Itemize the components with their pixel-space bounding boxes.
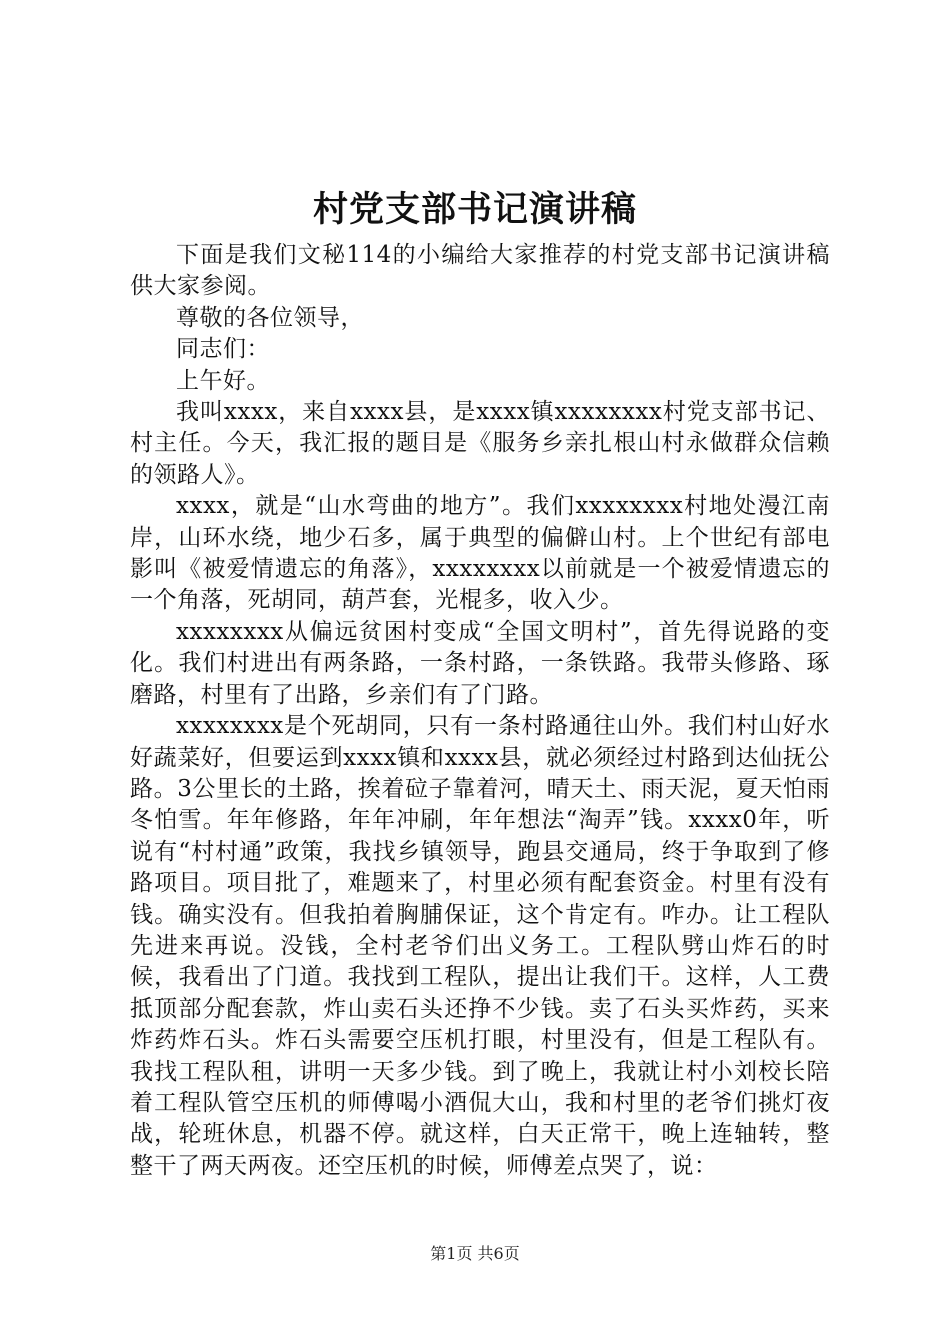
paragraph: xxxxxxxx是个死胡同，只有一条村路通往山外。我们村山好水好蔬菜好，但要运到xxxx镇和xxxx县，就必须经过村路到达仙抚公路。3公里长的土路，挨着砬子靠着河，晴天土、雨天泥，夏天怕雨冬怕雪。年年修路，年年冲刷，年年想法“淘弄”钱。xxxx0年，听说有“村村通”政策，我找乡镇领导，跑县交通局，终于争取到了修路项目。项目批了，难题来了，村里必须有配套资金。村里有没有钱。确实没有。但我拍着胸脯保证，这个肯定有。咋办。让工程队先进来再说。没钱，全村老爷们出义务工。工程队劈山炸石的时候，我看出了门道。我找到工程队，提出让我们干。这样，人工费抵顶部分配套款，炸山卖石头还挣不少钱。卖了石头买炸药，买来炸药炸石头。炸石头需要空压机打眼，村里没有，但是工程队有。我找工程队租，讲明一天多少钱。到了晚上，我就让村小刘校长陪着工程队管空压机的师傅喝小酒侃大山，我和村里的老爷们挑灯夜战，轮班休息，机器不停。就这样，白天正常干，晚上连轴转，整整干了两天两夜。还空压机的时候，师傅差点哭了，说： — [130, 713, 830, 1179]
paragraph: 尊敬的各位领导， — [176, 304, 364, 331]
paragraph: 我叫xxxx，来自xxxx县，是xxxx镇xxxxxxxx村党支部书记、村主任。今天，我汇报的题目是《服务乡亲扎根山村永做群众信赖的领路人》。 — [130, 399, 830, 488]
document-body — [130, 240, 830, 1182]
paragraph: 下面是我们文秘114的小编给大家推荐的村党支部书记演讲稿供大家参阅。 — [130, 242, 830, 300]
document-title: 村党支部书记演讲稿 — [312, 189, 637, 230]
paragraph: 同志们： — [176, 336, 270, 363]
paragraph: xxxx，就是“山水弯曲的地方”。我们xxxxxxxx村地处漫江南岸，山环水绕，地少石多，属于典型的偏僻山村。上个世纪有部电影叫《被爱情遗忘的角落》，xxxxxxxx以前就是一个被爱情遗忘的一个角落，死胡同，葫芦套，光棍多，收入少。 — [130, 493, 830, 614]
paragraph: xxxxxxxx从偏远贫困村变成“全国文明村”，首先得说路的变化。我们村进出有两条路，一条村路，一条铁路。我带头修路、琢磨路，村里有了出路，乡亲们有了门路。 — [130, 618, 830, 708]
page-number-footer: 第1页 共6页 — [430, 1244, 520, 1263]
paragraph: 上午好。 — [176, 367, 270, 394]
